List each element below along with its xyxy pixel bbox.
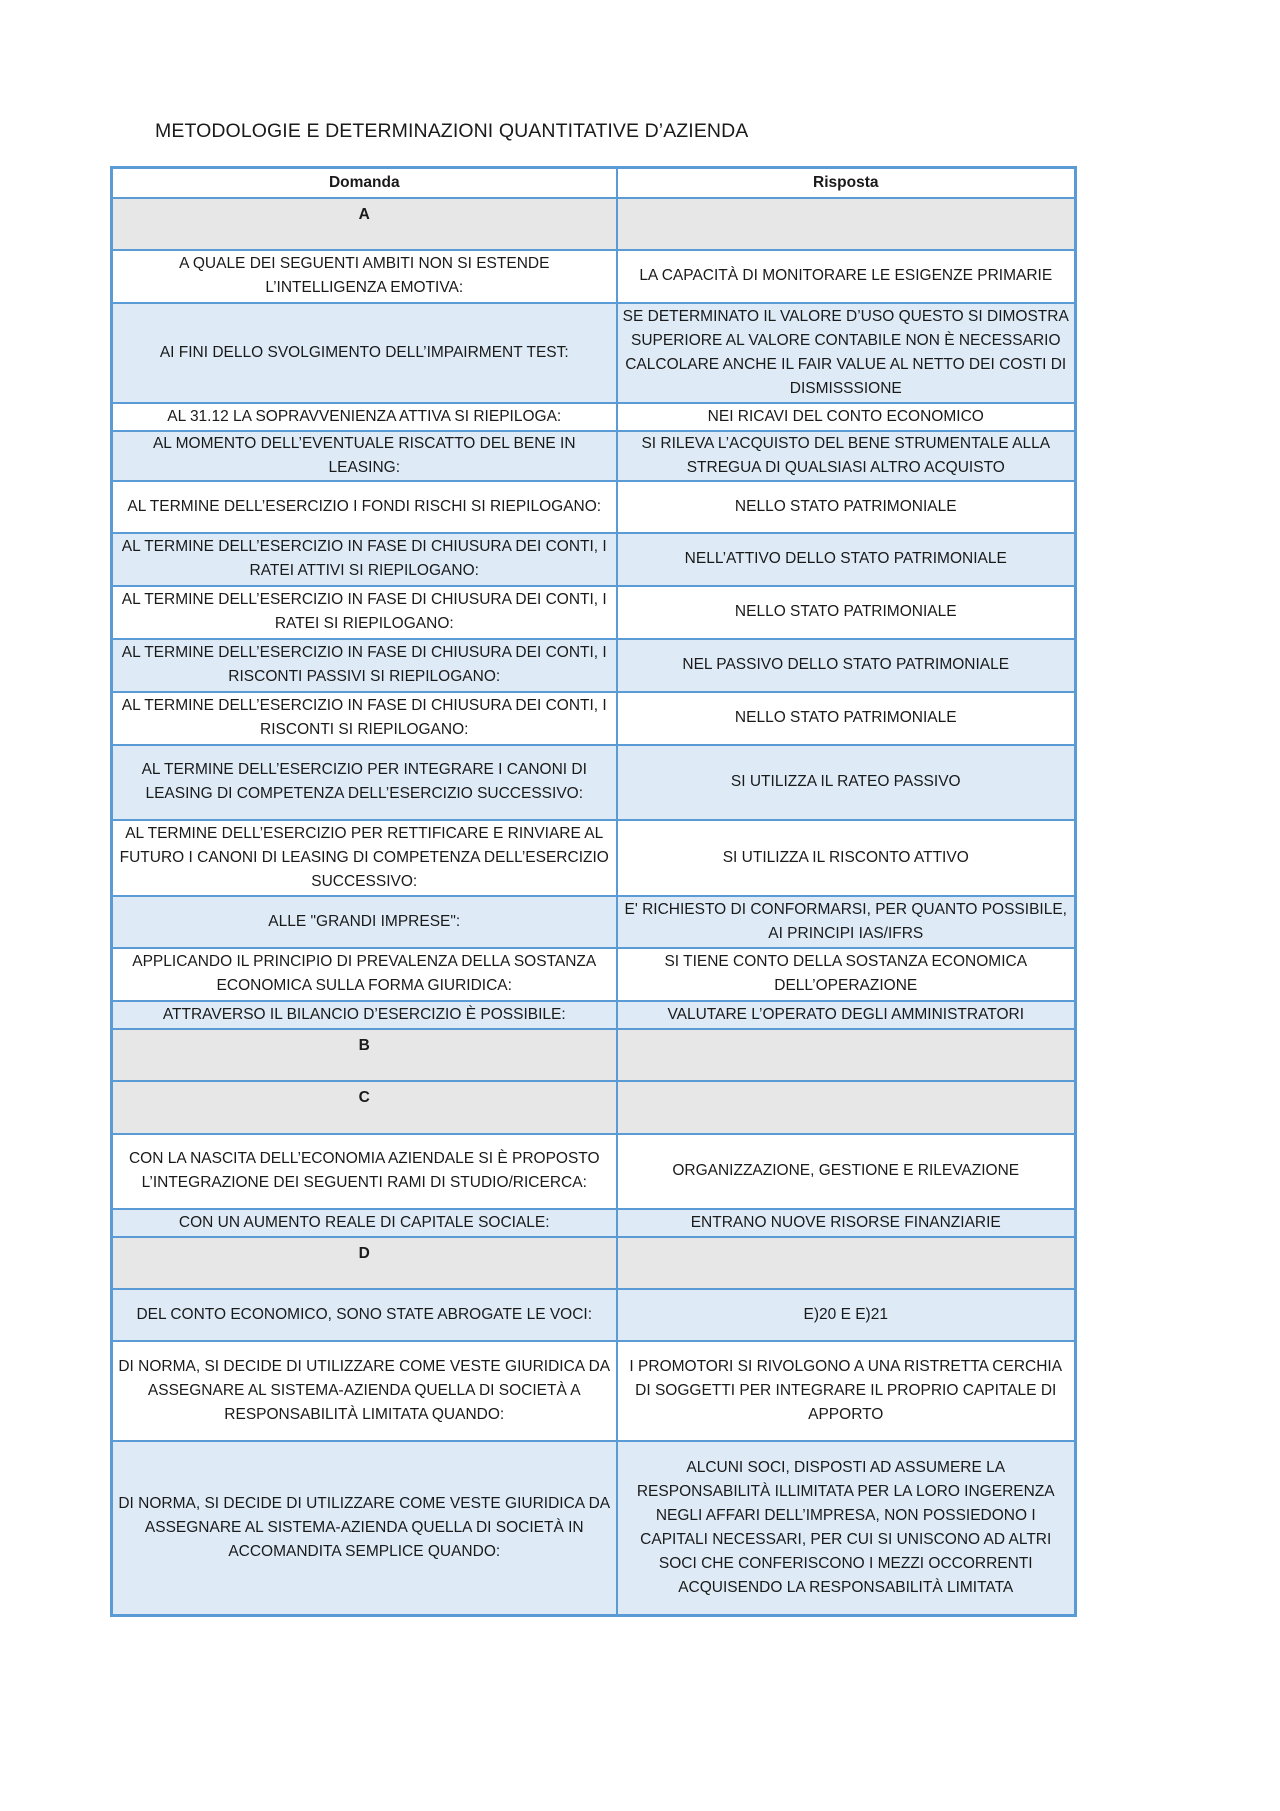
answer-cell: NELLO STATO PATRIMONIALE: [617, 586, 1076, 639]
question-cell: AL TERMINE DELL’ESERCIZIO I FONDI RISCHI SI RIEPILOGANO:: [112, 481, 617, 533]
section-row: [112, 198, 1076, 250]
answer-cell: NELLO STATO PATRIMONIALE: [617, 481, 1076, 533]
section-letter: C: [112, 1081, 617, 1134]
question-cell: CON UN AUMENTO REALE DI CAPITALE SOCIALE:: [112, 1209, 617, 1237]
table-row: [112, 250, 1076, 303]
question-cell: AI FINI DELLO SVOLGIMENTO DELL’IMPAIRMENT TEST:: [112, 303, 617, 403]
question-cell: DEL CONTO ECONOMICO, SONO STATE ABROGATE LE VOCI:: [112, 1289, 617, 1341]
answer-cell: NEL PASSIVO DELLO STATO PATRIMONIALE: [617, 639, 1076, 692]
section-row: [112, 1081, 1076, 1134]
question-cell: ALLE "GRANDI IMPRESE":: [112, 896, 617, 948]
answer-cell: SI RILEVA L’ACQUISTO DEL BENE STRUMENTALE ALLA STREGUA DI QUALSIASI ALTRO ACQUISTO: [617, 431, 1076, 481]
answer-cell: SI TIENE CONTO DELLA SOSTANZA ECONOMICA DELL’OPERAZIONE: [617, 948, 1076, 1001]
section-row: [112, 1237, 1076, 1289]
answer-cell: SI UTILIZZA IL RISCONTO ATTIVO: [617, 820, 1076, 896]
question-cell: AL MOMENTO DELL’EVENTUALE RISCATTO DEL BENE IN LEASING:: [112, 431, 617, 481]
answer-cell: SI UTILIZZA IL RATEO PASSIVO: [617, 745, 1076, 820]
page-title: METODOLOGIE E DETERMINAZIONI QUANTITATIVE D’AZIENDA: [155, 120, 749, 142]
table-row: [112, 481, 1076, 533]
answer-cell: NEI RICAVI DEL CONTO ECONOMICO: [617, 403, 1076, 431]
question-cell: APPLICANDO IL PRINCIPIO DI PREVALENZA DELLA SOSTANZA ECONOMICA SULLA FORMA GIURIDICA:: [112, 948, 617, 1001]
answer-cell: SE DETERMINATO IL VALORE D’USO QUESTO SI DIMOSTRA SUPERIORE AL VALORE CONTABILE NON È NECESSARIO CALCOLARE ANCHE IL FAIR VALUE AL NETTO DEI COSTI DI DISMISSSIONE: [617, 303, 1076, 403]
table-row: [112, 431, 1076, 481]
question-cell: AL TERMINE DELL’ESERCIZIO IN FASE DI CHIUSURA DEI CONTI, I RATEI SI RIEPILOGANO:: [112, 586, 617, 639]
section-letter: A: [112, 198, 617, 250]
table-row: [112, 533, 1076, 586]
question-cell: AL TERMINE DELL’ESERCIZIO IN FASE DI CHIUSURA DEI CONTI, I RATEI ATTIVI SI RIEPILOGANO:: [112, 533, 617, 586]
question-cell: AL TERMINE DELL’ESERCIZIO PER INTEGRARE I CANONI DI LEASING DI COMPETENZA DELL’ESERCIZIO SUCCESSIVO:: [112, 745, 617, 820]
answer-cell: ALCUNI SOCI, DISPOSTI AD ASSUMERE LA RESPONSABILITÀ ILLIMITATA PER LA LORO INGERENZA NEGLI AFFARI DELL’IMPRESA, NON POSSIEDONO I CAPITALI NECESSARI, PER CUI SI UNISCONO AD ALTRI SOCI CHE CONFERISCONO I MEZZI OCCORRENTI ACQUISENDO LA RESPONSABILITÀ LIMITATA: [617, 1441, 1076, 1616]
question-cell: CON LA NASCITA DELL’ECONOMIA AZIENDALE SI È PROPOSTO L’INTEGRAZIONE DEI SEGUENTI RAMI DI STUDIO/RICERCA:: [112, 1134, 617, 1209]
table-row: [112, 1001, 1076, 1029]
table-row: [112, 692, 1076, 745]
table-row: [112, 820, 1076, 896]
section-letter: D: [112, 1237, 617, 1289]
question-cell: DI NORMA, SI DECIDE DI UTILIZZARE COME VESTE GIURIDICA DA ASSEGNARE AL SISTEMA-AZIENDA QUELLA DI SOCIETÀ IN ACCOMANDITA SEMPLICE QUANDO:: [112, 1441, 617, 1616]
answer-cell: LA CAPACITÀ DI MONITORARE LE ESIGENZE PRIMARIE: [617, 250, 1076, 303]
table-body: [112, 198, 1076, 1616]
table-row: [112, 1134, 1076, 1209]
answer-cell: ENTRANO NUOVE RISORSE FINANZIARIE: [617, 1209, 1076, 1237]
table-row: [112, 303, 1076, 403]
answer-cell: NELLO STATO PATRIMONIALE: [617, 692, 1076, 745]
answer-cell: [617, 1081, 1076, 1134]
answer-cell: E)20 E E)21: [617, 1289, 1076, 1341]
answer-cell: NELL’ATTIVO DELLO STATO PATRIMONIALE: [617, 533, 1076, 586]
header-question: Domanda: [112, 168, 617, 198]
table-row: [112, 896, 1076, 948]
question-cell: DI NORMA, SI DECIDE DI UTILIZZARE COME VESTE GIURIDICA DA ASSEGNARE AL SISTEMA-AZIENDA QUELLA DI SOCIETÀ A RESPONSABILITÀ LIMITATA QUANDO:: [112, 1341, 617, 1441]
header-answer: Risposta: [617, 168, 1076, 198]
answer-cell: [617, 1237, 1076, 1289]
table-row: [112, 403, 1076, 431]
table-row: [112, 1341, 1076, 1441]
qa-table: [110, 166, 1077, 1617]
answer-cell: [617, 1029, 1076, 1081]
answer-cell: ORGANIZZAZIONE, GESTIONE E RILEVAZIONE: [617, 1134, 1076, 1209]
table-row: [112, 1441, 1076, 1616]
question-cell: AL TERMINE DELL’ESERCIZIO PER RETTIFICARE E RINVIARE AL FUTURO I CANONI DI LEASING DI COMPETENZA DELL’ESERCIZIO SUCCESSIVO:: [112, 820, 617, 896]
table-row: [112, 1289, 1076, 1341]
question-cell: A QUALE DEI SEGUENTI AMBITI NON SI ESTENDE L’INTELLIGENZA EMOTIVA:: [112, 250, 617, 303]
table-row: [112, 1209, 1076, 1237]
question-cell: ATTRAVERSO IL BILANCIO D’ESERCIZIO È POSSIBILE:: [112, 1001, 617, 1029]
table-row: [112, 586, 1076, 639]
table-row: [112, 948, 1076, 1001]
question-cell: AL TERMINE DELL’ESERCIZIO IN FASE DI CHIUSURA DEI CONTI, I RISCONTI SI RIEPILOGANO:: [112, 692, 617, 745]
answer-cell: [617, 198, 1076, 250]
table-row: [112, 745, 1076, 820]
answer-cell: E' RICHIESTO DI CONFORMARSI, PER QUANTO POSSIBILE, AI PRINCIPI IAS/IFRS: [617, 896, 1076, 948]
table-row: [112, 639, 1076, 692]
answer-cell: I PROMOTORI SI RIVOLGONO A UNA RISTRETTA CERCHIA DI SOGGETTI PER INTEGRARE IL PROPRIO CAPITALE DI APPORTO: [617, 1341, 1076, 1441]
answer-cell: VALUTARE L’OPERATO DEGLI AMMINISTRATORI: [617, 1001, 1076, 1029]
section-row: [112, 1029, 1076, 1081]
question-cell: AL TERMINE DELL’ESERCIZIO IN FASE DI CHIUSURA DEI CONTI, I RISCONTI PASSIVI SI RIEPILOGANO:: [112, 639, 617, 692]
table-header-row: [112, 168, 1076, 198]
section-letter: B: [112, 1029, 617, 1081]
question-cell: AL 31.12 LA SOPRAVVENIENZA ATTIVA SI RIEPILOGA:: [112, 403, 617, 431]
